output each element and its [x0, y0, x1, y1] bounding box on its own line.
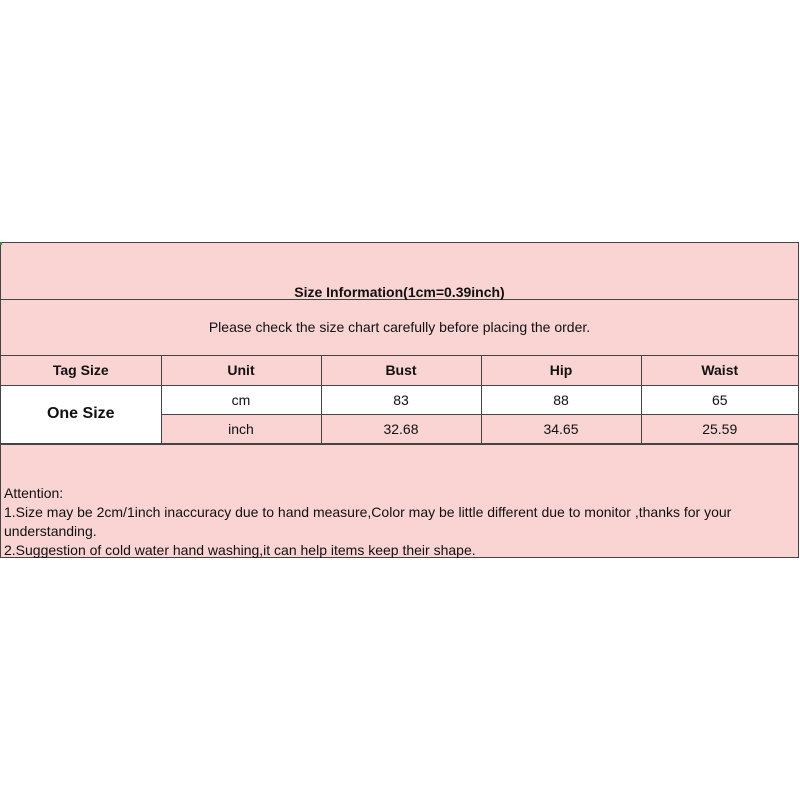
bust-cell: 32.68	[321, 414, 481, 443]
table-header-row	[1, 356, 798, 385]
header-bust: Bust	[321, 356, 481, 385]
waist-cell: 65	[641, 385, 798, 414]
size-chart-sheet	[0, 242, 799, 558]
attention-heading: Attention:	[4, 485, 64, 501]
hip-cell: 34.65	[481, 414, 641, 443]
attention-block	[1, 444, 798, 557]
unit-cell: inch	[161, 414, 321, 443]
bust-cell: 83	[321, 385, 481, 414]
header-hip: Hip	[481, 356, 641, 385]
attention-line-2: 2.Suggestion of cold water hand washing,it can help items keep their shape.	[4, 542, 476, 558]
attention-line-1: 1.Size may be 2cm/1inch inaccuracy due to hand measure,Color may be little different due to monitor ,thanks for your understanding.	[4, 504, 732, 539]
header-unit: Unit	[161, 356, 321, 385]
corner-mark	[0, 242, 2, 245]
header-waist: Waist	[641, 356, 798, 385]
tag-size-cell: One Size	[1, 385, 161, 443]
table-row	[1, 385, 798, 414]
size-chart-title: Size Information(1cm=0.39inch)	[294, 284, 505, 300]
size-chart-note: Please check the size chart carefully before placing the order.	[208, 319, 591, 335]
unit-cell: cm	[161, 385, 321, 414]
note-row	[1, 300, 798, 356]
hip-cell: 88	[481, 385, 641, 414]
header-tag-size: Tag Size	[1, 356, 161, 385]
waist-cell: 25.59	[641, 414, 798, 443]
title-row	[1, 243, 798, 300]
size-table	[1, 356, 798, 444]
